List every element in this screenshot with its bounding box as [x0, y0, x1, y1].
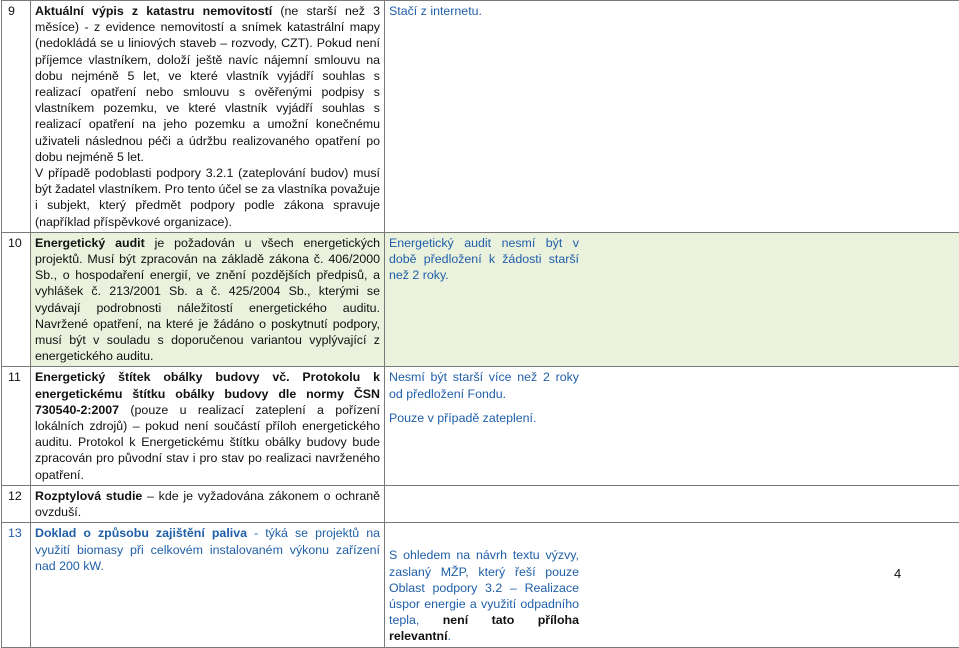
- row-note-emphasis: není tato příloha relevantní: [389, 613, 579, 643]
- row-text-paragraph-2: V případě podoblasti podpory 3.2.1 (zateplování budov) musí být žadatel vlastníkem. Pro tento účel se za vlastníka považuje i subjekt, který předmět podpory podle zákona spravuje (například příspěvkové organizace).: [35, 165, 380, 230]
- row-text: (ne starší než 3 měsíce) - z evidence nemovitostí a snímek katastrální mapy (nedokládá se u liniových staveb – rozvody, CZT). Pokud není příjemce vlastníkem, doloží ještě navíc nájemní smlouvu na dobu nejméně 5 let, ve které vlastník vyjádří souhlas s realizací opatření nebo smlouvu s ověřenými podpisy s vlastníkem pozemku, ve které vlastník vyjádří souhlas s realizací opatření na jeho pozemku a umožní konečnému uživateli následnou péči a údržbu realizovaného opatření po dobu nejméně 5 let.: [35, 4, 380, 164]
- row-number: 12: [2, 485, 31, 522]
- row-title: Rozptylová studie: [35, 489, 142, 503]
- row-number: 11: [2, 367, 31, 485]
- table-row: [2, 367, 959, 485]
- row-note: [385, 367, 959, 485]
- page-number: 4: [894, 566, 901, 581]
- table-row: [2, 523, 959, 647]
- table-row: [2, 232, 959, 367]
- row-note: [385, 232, 959, 367]
- row-text: (pouze u realizací zateplení a pořízení lokálních zdrojů) – pokud není součástí příloh energetického auditu. Protokol k Energetickému štítku obálky budovy bude zpracován pro původní stav i pro stav po realizaci navrženého opatření.: [35, 403, 380, 482]
- row-description: [31, 232, 385, 367]
- attachments-table: [1, 0, 959, 648]
- row-note: [385, 485, 959, 522]
- table-row: [2, 485, 959, 522]
- row-text: - týká se projektů na využití biomasy při celkovém instalovaném výkonu zařízení nad 200 kW.: [35, 526, 380, 572]
- row-note-text-2: Pouze v případě zateplení.: [389, 410, 579, 426]
- row-note-text: Nesmí být starší více než 2 roky od předložení Fondu.: [389, 369, 579, 401]
- row-note: [385, 1, 959, 233]
- row-title: Energetický štítek obálky budovy vč. Protokolu k energetickému štítku obálky budovy dle normy ČSN 730540-2:2007: [35, 370, 380, 416]
- row-number: 13: [2, 523, 31, 647]
- row-title: Aktuální výpis z katastru nemovitostí: [35, 4, 272, 18]
- row-note-text: S ohledem na návrh textu výzvy, zaslaný MŽP, který řeší pouze Oblast podpory 3.2 – Realizace úspor energie a využití odpadního tepla,: [389, 548, 579, 627]
- row-title: Doklad o způsobu zajištění paliva: [35, 526, 247, 540]
- row-description: [31, 523, 385, 647]
- row-text: – kde je vyžadována zákonem o ochraně ovzduší.: [35, 489, 380, 519]
- row-description: [31, 485, 385, 522]
- row-note-text: Energetický audit nesmí být v době předložení k žádosti starší než 2 roky.: [389, 235, 579, 284]
- row-note-text: Stačí z internetu.: [389, 3, 579, 19]
- table-row: [2, 1, 959, 233]
- row-description: [31, 1, 385, 233]
- row-note: [385, 523, 959, 647]
- row-number: 9: [2, 1, 31, 233]
- row-note-end: .: [448, 629, 451, 643]
- row-text: je požadován u všech energetických projektů. Musí být zpracován na základě zákona č. 406/2000 Sb., o hospodaření energií, ve znění pozdějších předpisů, a vyhlášek č. 213/2001 Sb. a č. 425/2004 Sb., kterými se vydávají podrobnosti náležitostí energetického auditu. Navržené opatření, na které je žádáno o poskytnutí podpory, musí být v souladu s doporučenou variantou vyplývající z energetického auditu.: [35, 236, 380, 363]
- row-description: [31, 367, 385, 485]
- row-number: 10: [2, 232, 31, 367]
- row-title: Energetický audit: [35, 236, 145, 250]
